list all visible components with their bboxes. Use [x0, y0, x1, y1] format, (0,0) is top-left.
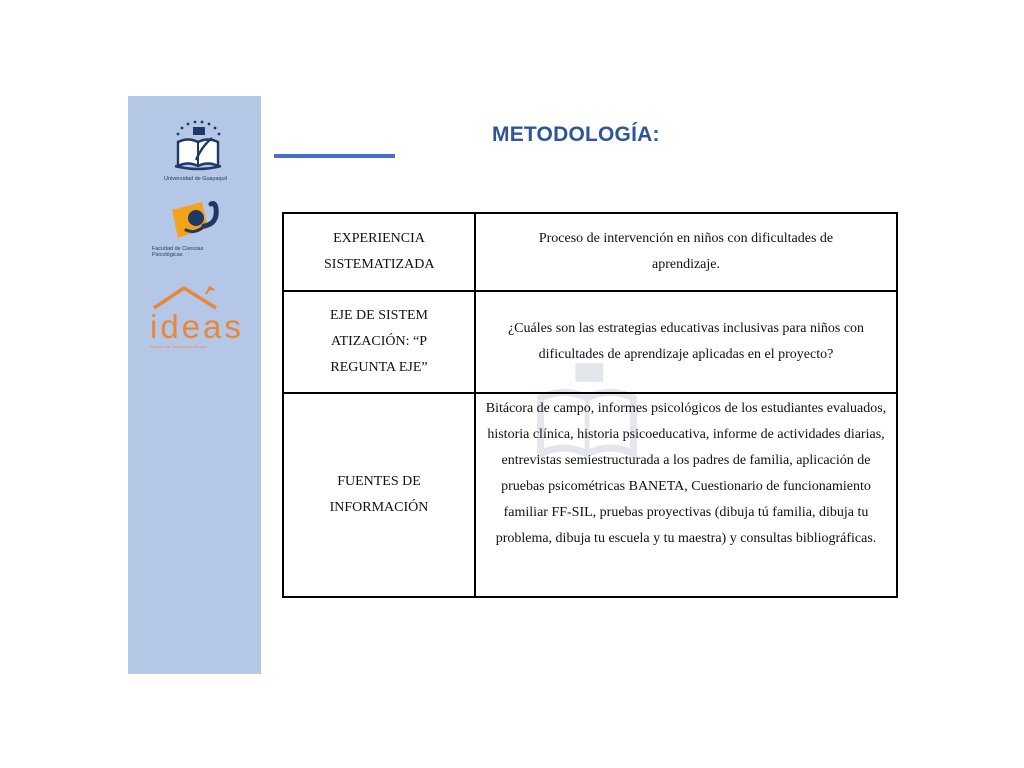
university-logo [156, 118, 266, 182]
methodology-table [282, 212, 898, 598]
house-roof-icon [150, 284, 222, 310]
row-value-cell [475, 291, 897, 393]
ideas-tagline: Centro de Desarrollo Social [150, 344, 208, 349]
eje-label: EJE DE SISTEMATIZACIÓN: “PREGUNTA EJE” [330, 308, 428, 375]
table-row [283, 213, 897, 291]
row-value-cell [475, 213, 897, 291]
sidebar [128, 96, 261, 674]
experiencia-value: Proceso de intervención en niños con dificultades de aprendizaje. [538, 231, 834, 272]
ideas-logo-text: ideas [150, 308, 244, 345]
faculty-label: Facultad de Ciencias Psicológicas [152, 246, 204, 259]
psychology-emblem-icon [166, 198, 226, 242]
eje-value: ¿Cuáles son las estrategias educativas inclusivas para niños con dificultades de aprendizaje aplicadas en el proyecto? [507, 321, 865, 362]
row-label-cell [283, 213, 475, 291]
table-row [283, 291, 897, 393]
experiencia-label: EXPERIENCIA SISTEMATIZADA [324, 231, 435, 272]
faculty-logo [152, 198, 262, 259]
ideas-logo [150, 284, 260, 349]
fuentes-value: Bitácora de campo, informes psicológicos de los estudiantes evaluados, historia clínica, historia psicoeducativa, informe de actividades diarias, entrevistas semiestructurada a los padres de familia, aplicación de pruebas psicométricas BANETA, Cuestionario de funcionamiento familiar FF-SIL, pruebas proyectivas (dibuja tú familia, dibuja tu problema, dibuja tu escuela y tu maestra) y consultas bibliográficas. [485, 401, 887, 546]
page-title: METODOLOGÍA: [492, 123, 660, 146]
title-accent-rule [274, 154, 395, 158]
university-label: Universidad de Guayaquil [164, 176, 227, 182]
row-label-cell [283, 291, 475, 393]
row-value-cell [475, 393, 897, 597]
row-label-cell [283, 393, 475, 597]
table-row [283, 393, 897, 597]
open-book-icon [170, 118, 226, 172]
fuentes-label: FUENTES DE INFORMACIÓN [329, 474, 429, 515]
